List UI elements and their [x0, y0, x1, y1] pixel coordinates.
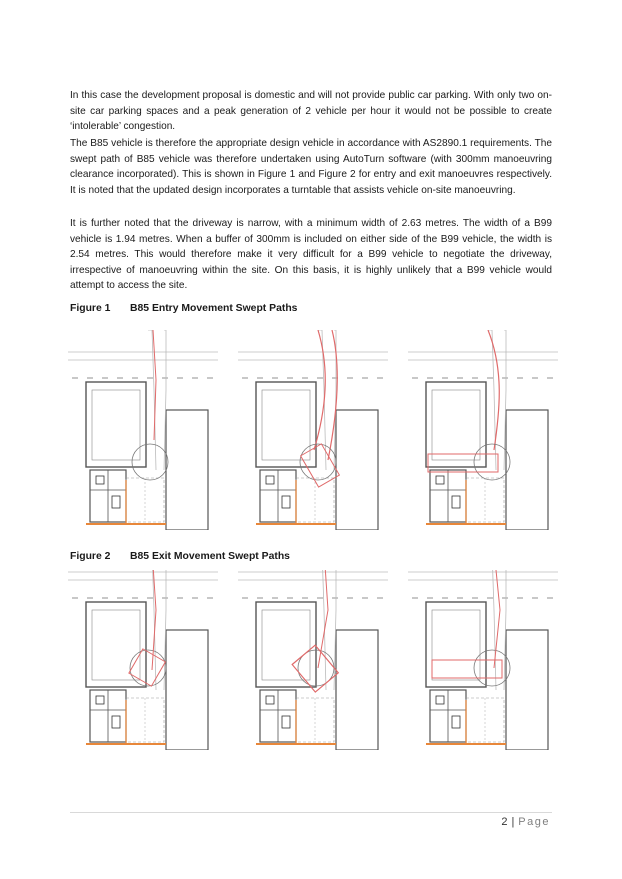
paragraph-1: In this case the development proposal is domestic and will not provide public car parking. With only two on-site car parking spaces and a peak generation of 2 vehicle per hour it would not be possible to create ‘intolerable’ congestion. — [70, 90, 552, 133]
dwelling-inner — [262, 390, 310, 460]
driveway-edge — [488, 570, 496, 690]
vehicle-outline — [432, 660, 502, 678]
neighbour-building — [166, 410, 208, 530]
dwelling-inner — [92, 390, 140, 460]
figure-2-panel-1 — [68, 570, 218, 750]
turntable — [300, 444, 336, 480]
dwelling-outline — [256, 602, 316, 687]
turntable — [130, 650, 166, 686]
footer-divider — [70, 812, 552, 813]
fixture — [112, 496, 120, 508]
fixture — [282, 716, 290, 728]
figure-2-number: Figure 2 — [70, 551, 111, 562]
fixture — [436, 476, 444, 484]
driveway-edge — [148, 330, 156, 470]
figure-1-caption — [70, 303, 297, 314]
figure-1-number: Figure 1 — [70, 303, 111, 314]
neighbour-building — [506, 410, 548, 530]
fixture — [452, 496, 460, 508]
dwelling-inner — [432, 390, 480, 460]
fixture — [452, 716, 460, 728]
dwelling-inner — [262, 610, 310, 680]
fixture — [266, 476, 274, 484]
page-word: Page — [518, 816, 550, 828]
vehicle-outline — [301, 444, 340, 487]
fixture — [96, 696, 104, 704]
page-number: 2 — [501, 816, 508, 828]
fixture — [112, 716, 120, 728]
figure-1-panel-2 — [238, 330, 388, 530]
page-separator: | — [511, 816, 515, 828]
turntable — [132, 444, 168, 480]
figure-1-title: B85 Entry Movement Swept Paths — [130, 303, 298, 314]
dwelling-outline — [256, 382, 316, 467]
neighbour-building — [336, 630, 378, 750]
dwelling-inner — [432, 610, 480, 680]
dwelling-inner — [92, 610, 140, 680]
neighbour-building — [166, 630, 208, 750]
vehicle-outline — [292, 645, 338, 692]
figure-1-panel-1 — [68, 330, 218, 530]
paragraph-2: The B85 vehicle is therefore the appropriate design vehicle in accordance with AS2890.1 requirements. The swept path of B85 vehicle was therefore undertaken using AutoTurn software (with 300mm manoeuvring clearance incorporated). This is shown in Figure 1 and Figure 2 for entry and exit manoeuvres respectively. It is noted that the updated design incorporates a turntable that assists vehicle on-site manoeuvring. — [70, 138, 552, 196]
page-footer — [501, 816, 550, 828]
figure-2-caption — [70, 551, 290, 562]
fixture — [282, 496, 290, 508]
vehicle-outline — [428, 454, 498, 472]
neighbour-building — [506, 630, 548, 750]
figure-1-panel-3 — [408, 330, 558, 530]
figure-2-panel-3 — [408, 570, 558, 750]
neighbour-building — [336, 410, 378, 530]
dwelling-outline — [426, 602, 486, 687]
figure-2-title: B85 Exit Movement Swept Paths — [130, 551, 290, 562]
dwelling-outline — [86, 602, 146, 687]
paragraph-3: It is further noted that the driveway is narrow, with a minimum width of 2.63 metres. The width of a B99 vehicle is 1.94 metres. When a buffer of 300mm is included on either side of the B99 vehicle, the width is 2.54 metres. This would therefore make it very difficult for a B99 vehicle to negotiate the driveway, irrespective of manoeuvring within the site. On this basis, it is highly unlikely that a B99 vehicle would attempt to access the site. — [70, 218, 552, 292]
fixture — [436, 696, 444, 704]
figure-2-panel-2 — [238, 570, 388, 750]
fixture — [266, 696, 274, 704]
dwelling-outline — [86, 382, 146, 467]
fixture — [96, 476, 104, 484]
